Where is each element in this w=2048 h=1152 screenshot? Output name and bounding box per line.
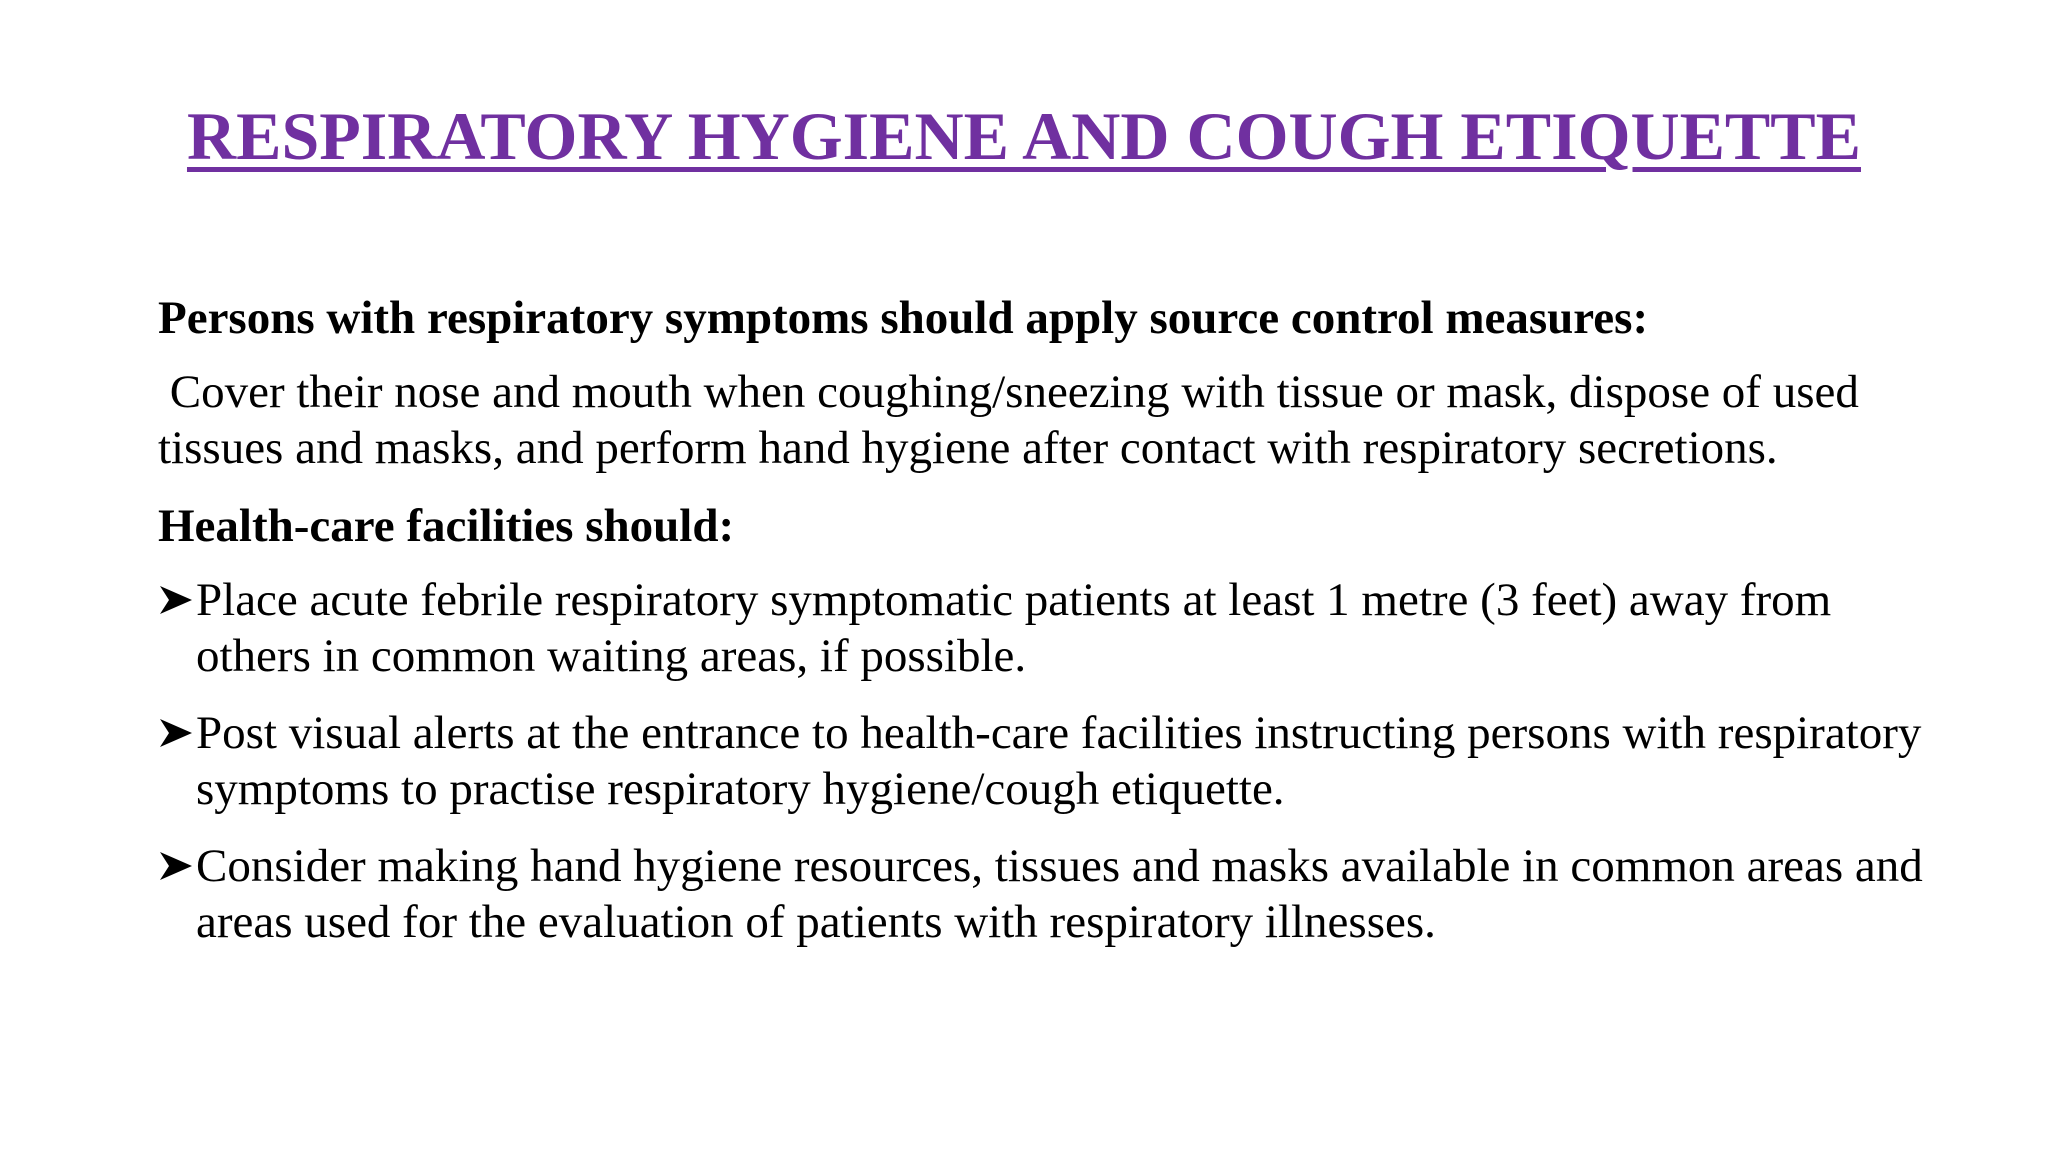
slide-title: RESPIRATORY HYGIENE AND COUGH ETIQUETTE <box>186 98 1861 174</box>
bullet-list <box>158 572 1938 950</box>
list-item <box>158 838 1938 950</box>
section-heading-facilities: Health-care facilities should: <box>158 500 735 552</box>
bullet-text: Post visual alerts at the entrance to health-care facilities instructing persons with respiratory symptoms to practise respiratory hygiene/cough etiquette. <box>196 707 1922 815</box>
arrowhead-bullet-icon <box>158 584 194 616</box>
slide-body <box>158 290 1938 971</box>
list-item <box>158 572 1938 684</box>
arrowhead-bullet-icon <box>158 850 194 882</box>
section-heading-persons: Persons with respiratory symptoms should apply source control measures: <box>158 292 1649 344</box>
bullet-text: Place acute febrile respiratory symptomatic patients at least 1 metre (3 feet) away from others in common waiting areas, if possible. <box>196 574 1832 682</box>
bullet-text: Consider making hand hygiene resources, tissues and masks available in common areas and areas used for the evaluation of patients with respiratory illnesses. <box>196 840 1923 948</box>
section-text-persons: Cover their nose and mouth when coughing/sneezing with tissue or mask, dispose of used tissues and masks, and perform hand hygiene after contact with respiratory secretions. <box>158 366 1871 474</box>
arrowhead-bullet-icon <box>158 717 194 749</box>
list-item <box>158 705 1938 817</box>
